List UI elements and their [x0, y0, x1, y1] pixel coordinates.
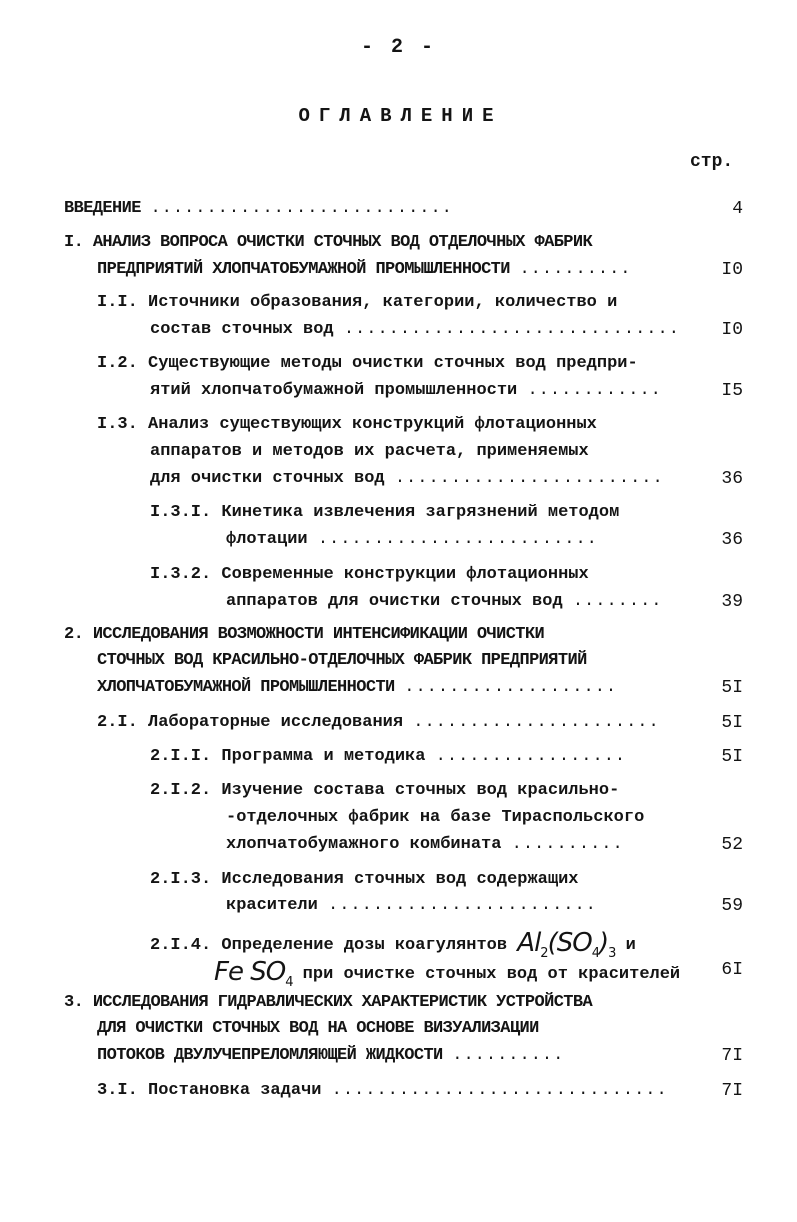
page-title: ОГЛАВЛЕНИЕ	[298, 105, 503, 127]
leader-dots: .........................	[317, 530, 598, 549]
toc-entry-text: Программа и методика	[221, 747, 426, 766]
toc-entry-number: I.	[64, 233, 84, 252]
toc-entry-text: флотации	[226, 530, 308, 549]
toc-entry-text: состав сточных вод	[150, 320, 334, 339]
leader-dots: ........................	[394, 469, 664, 488]
toc-entry-text: ятий хлопчатобумажной промышленности	[150, 381, 518, 400]
toc-entry-number: I.3.I.	[150, 503, 212, 522]
toc-entry-text: ИССЛЕДОВАНИЯ ГИДРАВЛИЧЕСКИХ ХАРАКТЕРИСТИК УСТРОЙСТВА	[92, 993, 593, 1012]
toc-entry-number: 2.I.3.	[150, 870, 212, 889]
leader-dots: ..........	[519, 260, 632, 279]
toc-entry-text: аппаратов и методов их расчета, применяемых	[150, 442, 589, 461]
toc-entry-text: АНАЛИЗ ВОПРОСА ОЧИСТКИ СТОЧНЫХ ВОД ОТДЕЛОЧНЫХ ФАБРИК	[92, 233, 593, 252]
toc-entry-text: для очистки сточных вод	[150, 469, 385, 488]
toc-page-number: 52	[721, 835, 743, 855]
toc-entry-text: Определение дозы коагулянтов	[221, 936, 508, 955]
leader-dots: ..............................	[343, 320, 680, 339]
toc-entry-number: 2.I.2.	[150, 781, 212, 800]
toc-entry-text: Источники образования, категории, количество и	[148, 293, 618, 312]
toc-entry-text: Существующие методы очистки сточных вод предпри-	[148, 354, 638, 373]
toc-page-number: 39	[721, 592, 743, 612]
toc-entry-number: 3.I.	[97, 1081, 138, 1100]
toc-page-number: 36	[721, 469, 743, 489]
leader-dots: ........	[572, 592, 663, 611]
page-number: - 2 -	[360, 36, 436, 59]
toc-entry-number: I.2.	[97, 354, 138, 373]
leader-dots: ............	[527, 381, 662, 400]
toc-entry-text: Постановка задачи	[148, 1081, 322, 1100]
toc-page-number: 7I	[721, 1081, 743, 1101]
leader-dots: ......................	[413, 713, 660, 732]
toc-entry-number: 3.	[64, 993, 84, 1012]
leader-dots: ..............................	[331, 1081, 668, 1100]
toc-entry-number: 2.I.4.	[150, 936, 212, 955]
leader-dots: ...................	[404, 678, 618, 697]
toc-entry-text: хлопчатобумажного комбината	[226, 835, 502, 854]
leader-dots: ..........	[511, 835, 624, 854]
toc-entry-number: 2.I.I.	[150, 747, 212, 766]
leader-dots: .................	[435, 747, 627, 766]
toc-entry-number: 2.I.	[97, 713, 138, 732]
toc-page-number: I0	[721, 260, 743, 280]
toc-entry-number: I.3.	[97, 415, 138, 434]
toc-entry-text: СТОЧНЫХ ВОД КРАСИЛЬНО-ОТДЕЛОЧНЫХ ФАБРИК ПРЕДПРИЯТИЙ	[97, 651, 587, 670]
toc-page-number: 4	[732, 199, 743, 219]
toc-entry-text: Анализ существующих конструкций флотационных	[148, 415, 597, 434]
toc-entry-text: -отделочных фабрик на базе Тираспольского	[226, 808, 645, 827]
toc-entry-text: ИССЛЕДОВАНИЯ ВОЗМОЖНОСТИ ИНТЕНСИФИКАЦИИ ОЧИСТКИ	[92, 625, 545, 644]
toc-entry-text: красители	[226, 896, 318, 915]
toc-entry-text: при очистке сточных вод от красителей	[302, 965, 681, 984]
toc-entry-text: Изучение состава сточных вод красильно-	[221, 781, 620, 800]
toc-entry-text: аппаратов для очистки сточных вод	[226, 592, 563, 611]
leader-dots: ...........................	[150, 199, 453, 218]
toc-page-number: 5I	[721, 678, 743, 698]
toc-entry-text: ДЛЯ ОЧИСТКИ СТОЧНЫХ ВОД НА ОСНОВЕ ВИЗУАЛИЗАЦИИ	[97, 1019, 539, 1038]
toc-page-number: 6I	[721, 960, 743, 980]
toc-entry-number: I.3.2.	[150, 565, 212, 584]
toc-page-number: 5I	[721, 713, 743, 733]
toc-entry-text: Исследования сточных вод содержащих	[221, 870, 579, 889]
toc-page-number: I0	[721, 320, 743, 340]
toc-page-number: 5I	[721, 747, 743, 767]
toc-page-number: 7I	[721, 1046, 743, 1066]
toc-entry-text: Кинетика извлечения загрязнений методом	[221, 503, 620, 522]
toc-entry-text: ВВЕДЕНИЕ	[64, 199, 141, 218]
toc-page-number: 59	[721, 896, 743, 916]
toc-page-number: I5	[721, 381, 743, 401]
toc-entry-number: 2.	[64, 625, 84, 644]
handwritten-formula-feso4: Fe $SO_4$	[214, 957, 293, 991]
toc-entry-text: ХЛОПЧАТОБУМАЖНОЙ ПРОМЫШЛЕННОСТИ	[97, 678, 395, 697]
handwritten-formula-al2so43: $Al_2(SO_4)_3$	[517, 928, 616, 962]
toc-entry-text: ПРЕДПРИЯТИЙ ХЛОПЧАТОБУМАЖНОЙ ПРОМЫШЛЕННОСТИ	[97, 260, 510, 279]
leader-dots: ..........	[452, 1046, 565, 1065]
toc-entry-text: и	[625, 936, 636, 955]
toc-entry-text: Лабораторные исследования	[148, 713, 404, 732]
toc-page-number: 36	[721, 530, 743, 550]
toc-entry-text: Современные конструкции флотационных	[221, 565, 589, 584]
leader-dots: ........................	[328, 896, 597, 915]
toc-entry-text: ПОТОКОВ ДВУЛУЧЕПРЕЛОМЛЯЮЩЕЙ ЖИДКОСТИ	[97, 1046, 443, 1065]
toc-entry-number: I.I.	[97, 293, 138, 312]
page-column-label: стр.	[690, 152, 734, 172]
